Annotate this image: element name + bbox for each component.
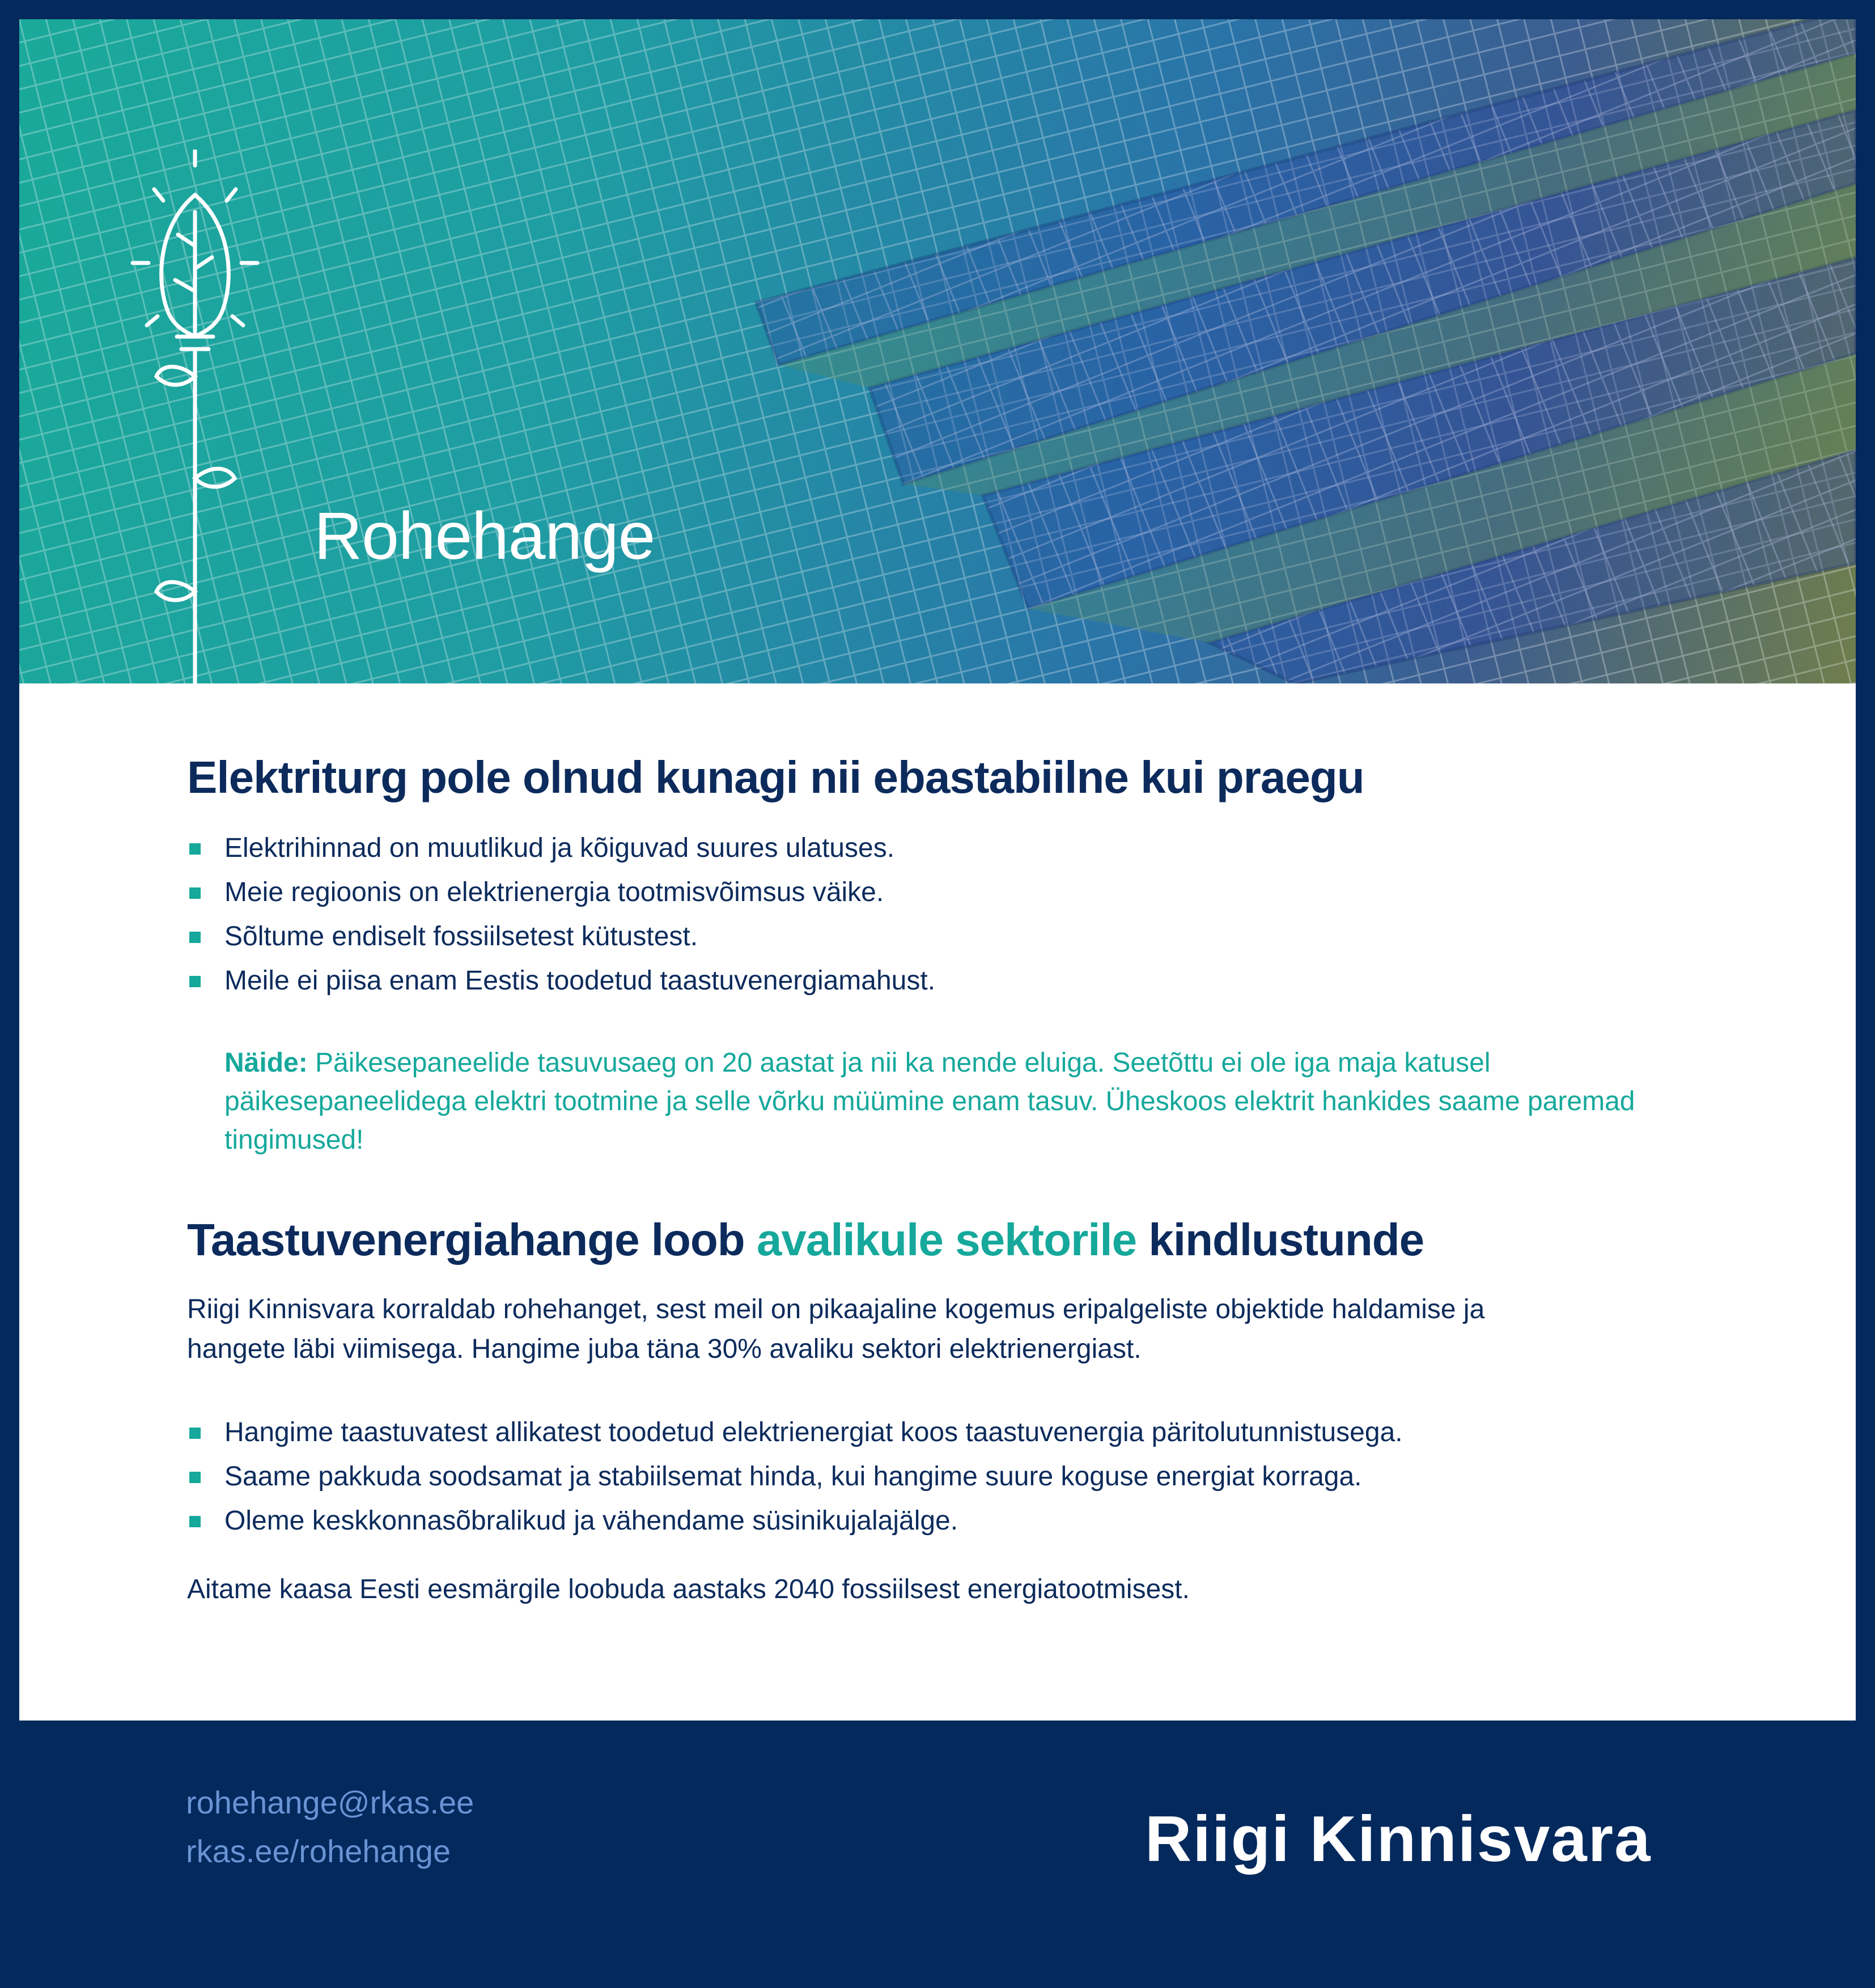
brand-logo: Riigi Kinnisvara	[1145, 1803, 1652, 1875]
footer-contacts	[186, 1778, 474, 1876]
website-link[interactable]: rkas.ee/rohehange	[186, 1833, 451, 1869]
example-label: Näide:	[224, 1048, 308, 1078]
bullet-square-icon	[189, 976, 201, 987]
list-item: Elektrihinnad on muutlikud ja kõiguvad suures ulatuses.	[187, 826, 935, 870]
example-callout	[224, 1044, 1653, 1159]
section1-heading: Elektriturg pole olnud kunagi nii ebastabiilne kui praegu	[187, 752, 1364, 802]
list-item: Oleme keskkonnasõbralikud ja vähendame süsinikujalajälge.	[187, 1499, 1403, 1543]
content-panel	[19, 683, 1856, 1721]
bullet-square-icon	[189, 932, 201, 943]
bullet-square-icon	[189, 1472, 201, 1483]
solar-panel-field-image	[19, 19, 1856, 683]
hero-banner	[19, 19, 1856, 683]
section2-intro: Riigi Kinnisvara korraldab rohehanget, sest meil on pikaajaline kogemus eripalgeliste objektide haldamise ja hangete läbi viimisega. Hangime juba täna 30% avaliku sektori elektrienergiast.	[187, 1294, 1485, 1364]
leaf-lightbulb-icon	[104, 150, 286, 683]
hero-title: Rohehange	[314, 499, 655, 574]
email-link[interactable]: rohehange@rkas.ee	[186, 1785, 474, 1820]
section2-heading: Taastuvenergiahange loob avalikule sektorile kindlustunde	[187, 1214, 1424, 1265]
list-item: Meie regioonis on elektrienergia tootmisvõimsus väike.	[187, 870, 935, 915]
bullet-square-icon	[189, 1516, 201, 1527]
bullet-square-icon	[189, 887, 201, 899]
list-item: Hangime taastuvatest allikatest toodetud elektrienergiat koos taastuvenergia päritolutunnistusega.	[187, 1411, 1403, 1455]
section1-bullet-list	[187, 826, 935, 1003]
bullet-square-icon	[189, 1428, 201, 1439]
section2-bullet-list	[187, 1411, 1403, 1543]
section2-heading-accent: avalikule sektorile	[756, 1214, 1137, 1265]
closing-statement: Aitame kaasa Eesti eesmärgile loobuda aastaks 2040 fossiilsest energiatootmisest.	[187, 1574, 1190, 1604]
list-item: Saame pakkuda soodsamat ja stabiilsemat hinda, kui hangime suure koguse energiat korraga.	[187, 1455, 1403, 1499]
bullet-square-icon	[189, 843, 201, 855]
example-text: Päikesepaneelide tasuvusaeg on 20 aastat ja nii ka nende eluiga. Seetõttu ei ole iga maja katusel päikesepaneelidega elektri tootmine ja selle võrku müümine enam tasuv. Üheskoos elektrit hankides saame paremad tingimused!	[224, 1048, 1635, 1155]
list-item: Sõltume endiselt fossiilsetest kütustest.	[187, 915, 935, 959]
list-item: Meile ei piisa enam Eestis toodetud taastuvenergiamahust.	[187, 959, 935, 1003]
